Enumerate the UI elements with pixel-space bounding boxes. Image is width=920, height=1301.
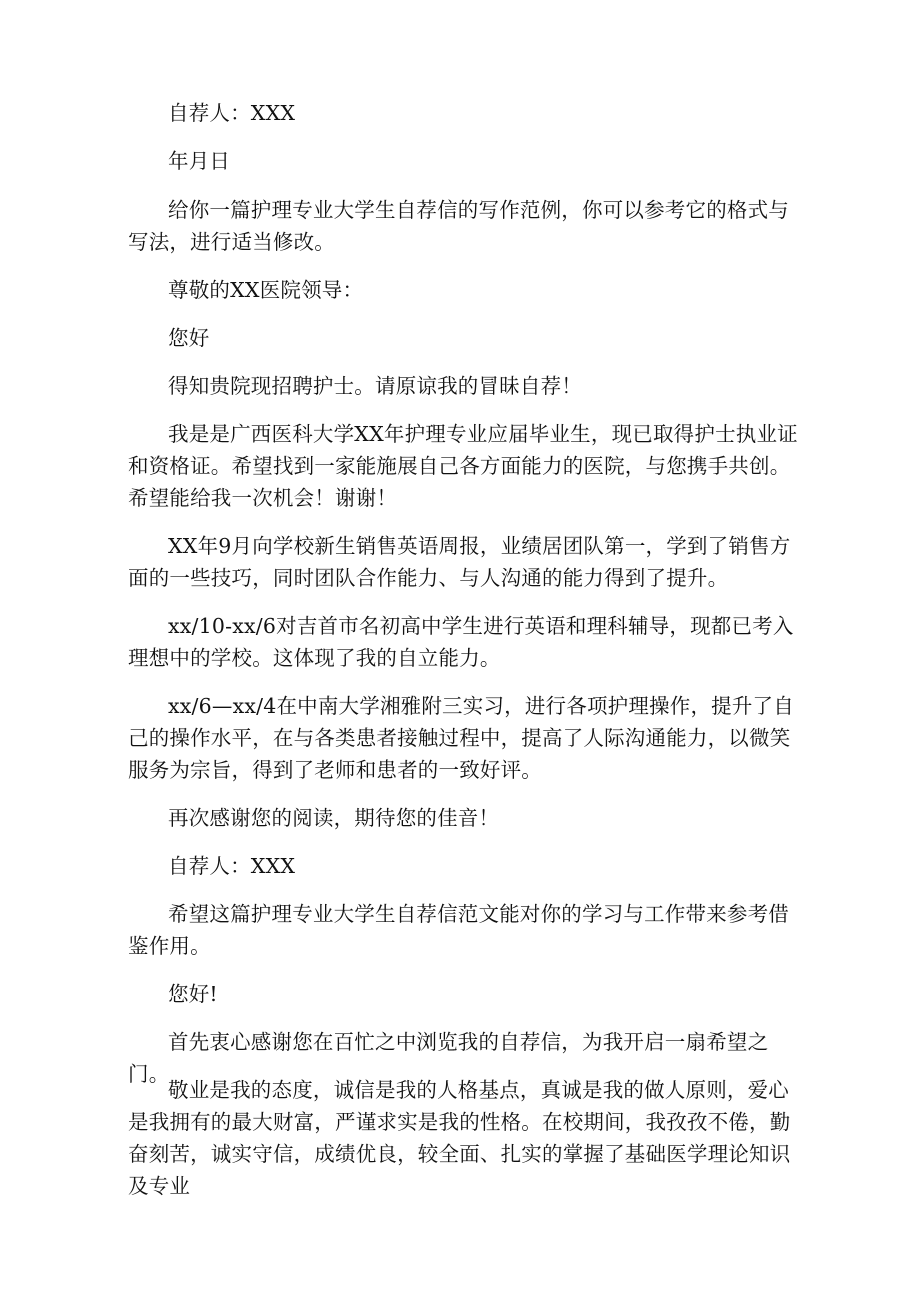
body-paragraph: 我是是广西医科大学XX年护理专业应届毕业生，现已取得护士执业证和资格证。希望找到一家能施展自己各方面能力的医院，与您携手共创。希望能给我一次机会！谢谢！ xyxy=(128,422,798,510)
body-paragraph: xx/6—xx/4在中南大学湘雅附三实习，进行各项护理操作，提升了自己的操作水平，在与各类患者接触过程中，提高了人际沟通能力，以微笑服务为宗旨，得到了老师和患者的一致好评。 xyxy=(128,694,794,782)
intro-paragraph: 给你一篇护理专业大学生自荐信的写作范例，你可以参考它的格式与写法，进行适当修改。 xyxy=(128,198,789,254)
greeting: 您好 xyxy=(168,326,210,350)
body-paragraph: XX年9月向学校新生销售英语周报，业绩居团队第一，学到了销售方面的一些技巧，同时团队合作能力、与人沟通的能力得到了提升。 xyxy=(128,534,791,590)
body-paragraph: 敬业是我的态度，诚信是我的人格基点，真诚是我的做人原则，爱心是我拥有的最大财富，严谨求实是我的性格。在校期间，我孜孜不倦，勤奋刻苦，诚实守信，成绩优良，较全面、扎实的掌握了基础医学理论知识及专业 xyxy=(128,1078,791,1198)
body-paragraph: 得知贵院现招聘护士。请原谅我的冒昧自荐！ xyxy=(168,374,582,398)
signature-line: 自荐人：XXX xyxy=(168,854,296,878)
signature-line: 自荐人：XXX xyxy=(168,101,296,125)
salutation: 尊敬的XX医院领导： xyxy=(168,278,364,302)
greeting: 您好! xyxy=(168,982,218,1006)
body-paragraph: xx/10-xx/6对吉首市名初高中学生进行英语和理科辅导，现都已考入理想中的学校。这体现了我的自立能力。 xyxy=(128,614,794,670)
closing-paragraph: 再次感谢您的阅读，期待您的佳音！ xyxy=(168,806,500,830)
body-paragraph: 首先衷心感谢您在百忙之中浏览我的自荐信，为我开启一扇希望之门。 xyxy=(128,1030,769,1086)
date-line: 年月日 xyxy=(168,149,231,173)
note-paragraph: 希望这篇护理专业大学生自荐信范文能对你的学习与工作带来参考借鉴作用。 xyxy=(128,902,789,958)
